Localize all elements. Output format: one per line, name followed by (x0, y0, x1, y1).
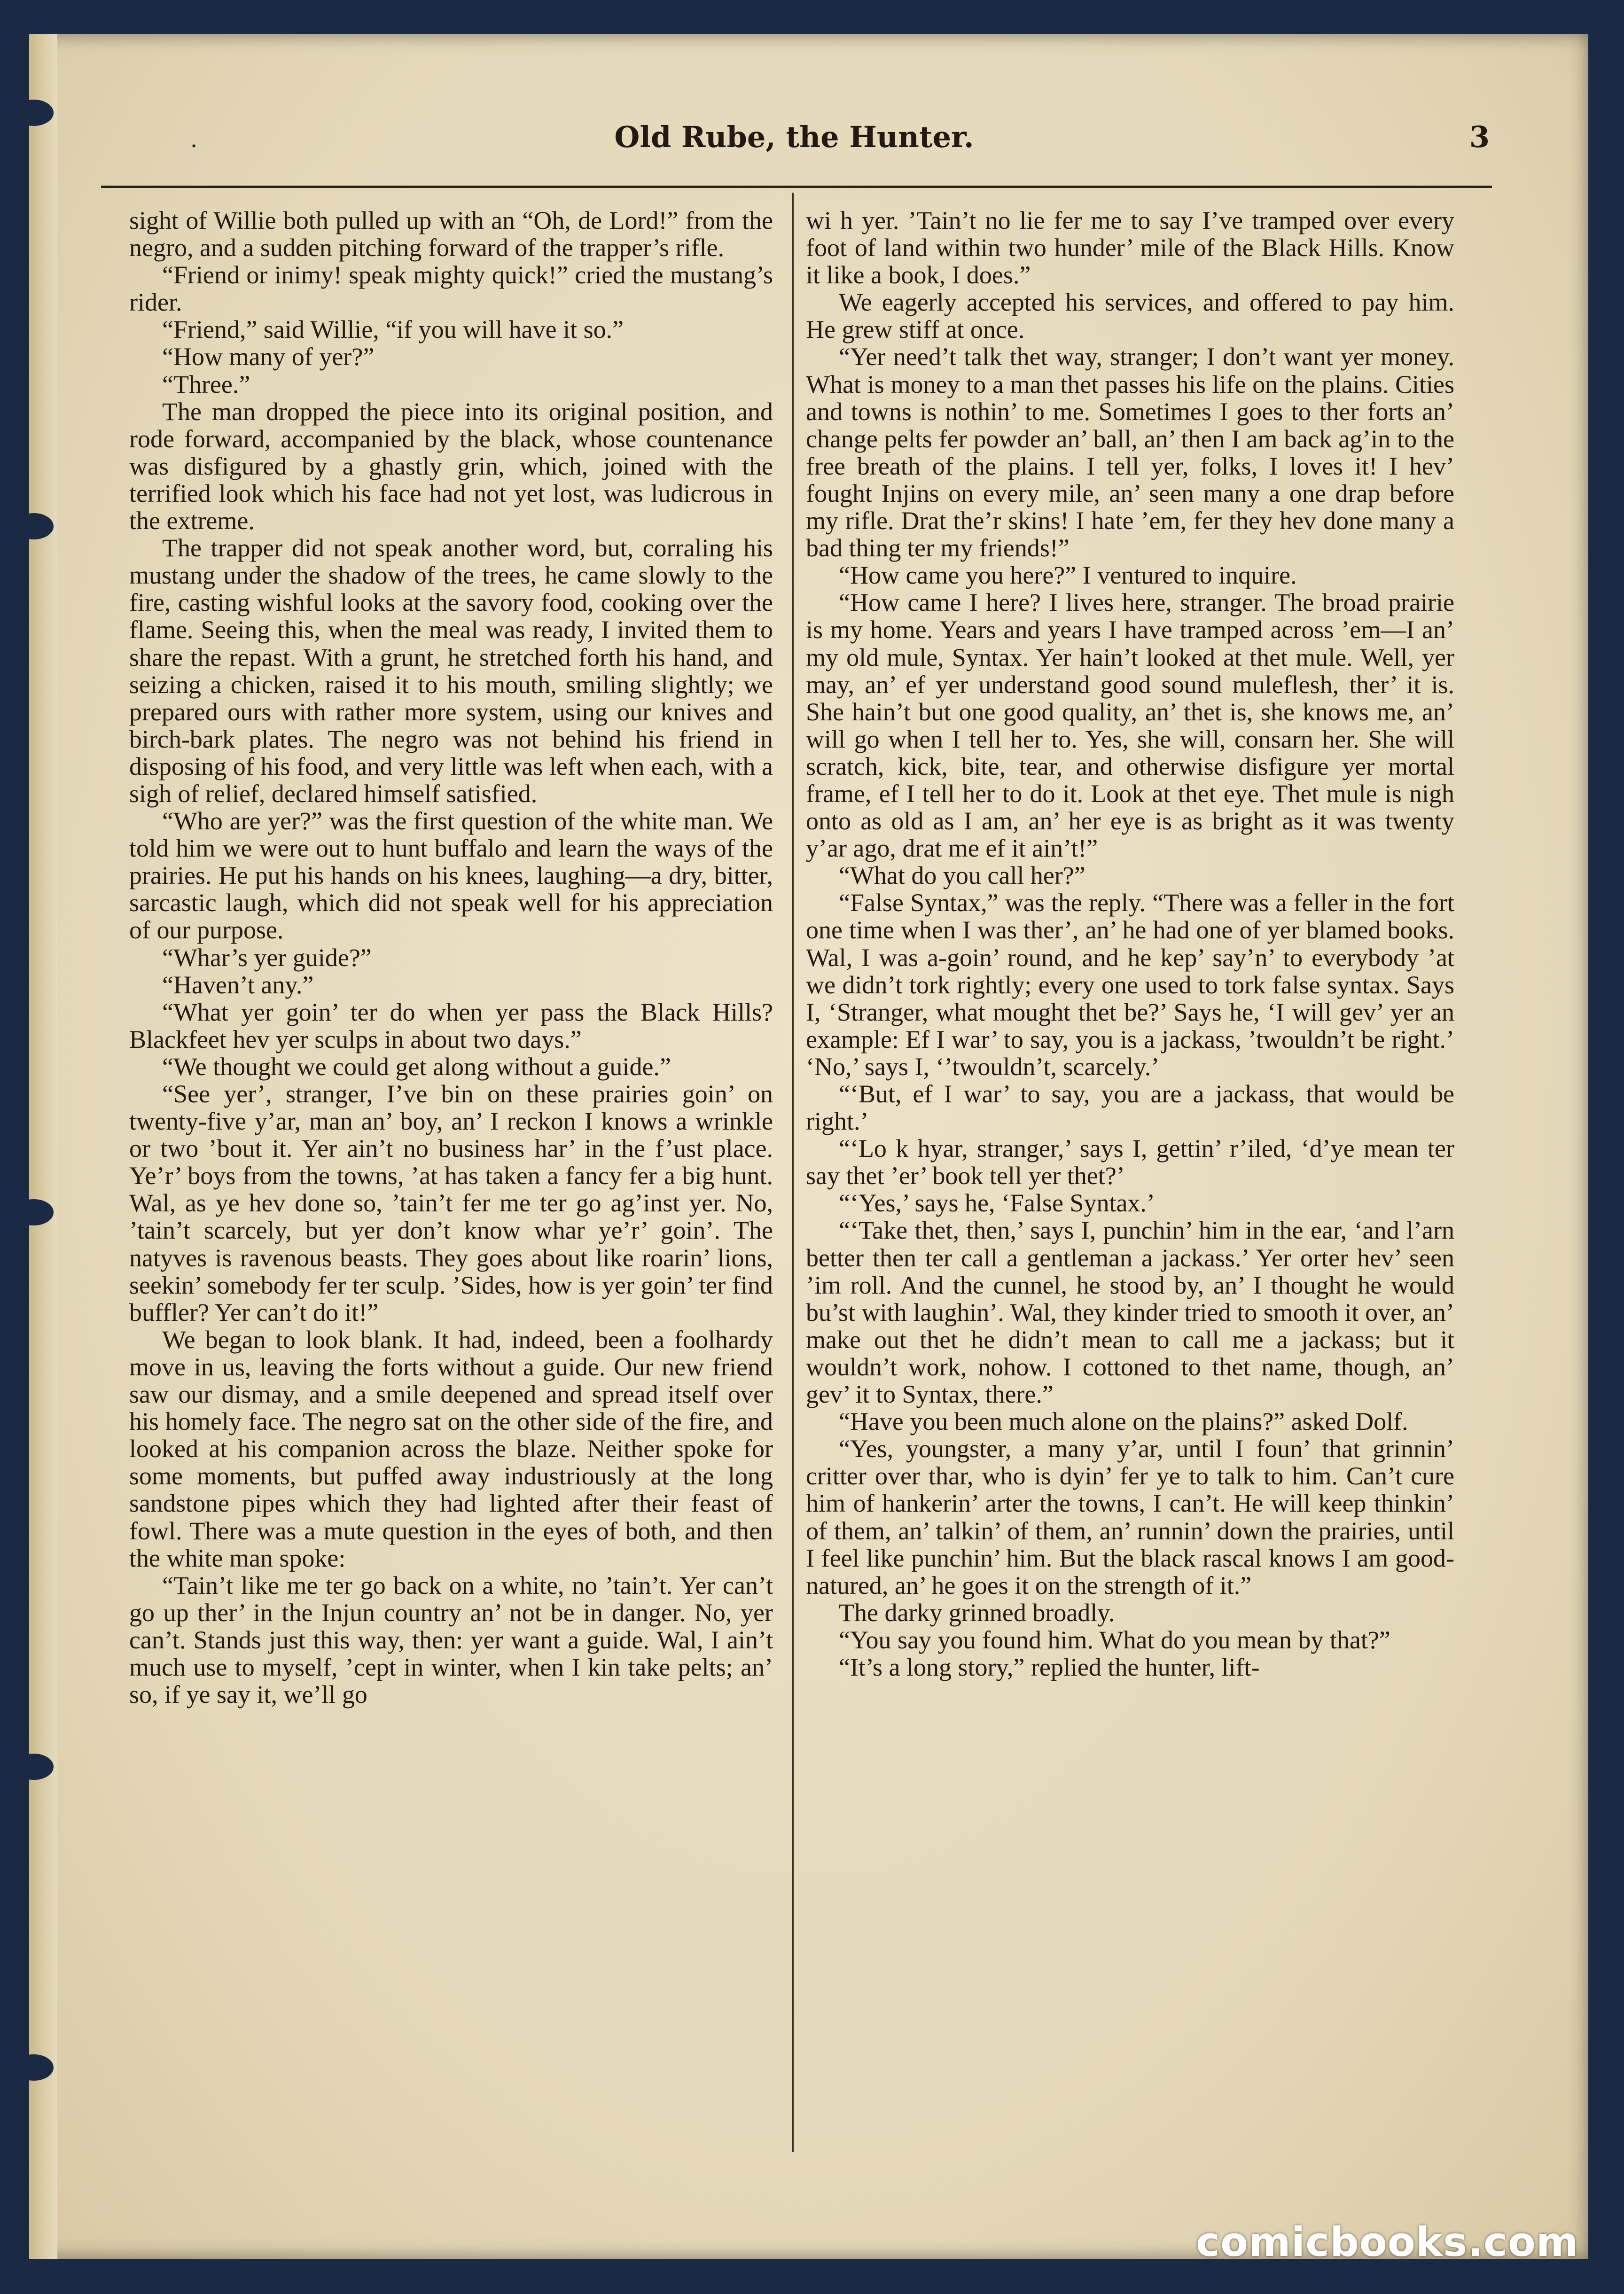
paragraph: “‘Take thet, then,’ says I, punchin’ him in the ear, ‘and l’arn better then ter call a gentleman a jackass.’ Yer orter hev’ seen ’im roll. And the cunnel, he stood by, an’ I thought he would bu’st with laughin’. Wal, they kinder tried to smooth it over, an’ make out thet he didn’t mean to call me a jackass; but it wouldn’t work, nohow. I cottoned to thet name, though, an’ gev’ it to Syntax, there.” (806, 1216, 1454, 1409)
stitch-hole (14, 1199, 54, 1225)
paragraph: “What do you call her?” (839, 861, 1085, 890)
paragraph: “Friend or inimy! speak mighty quick!” cried the mustang’s rider. (129, 261, 773, 317)
paragraph: “We thought we could get along without a guide.” (162, 1052, 671, 1081)
binding-spine (29, 34, 57, 2259)
watermark: comicbooks.com (1196, 2219, 1579, 2266)
paragraph: “Tain’t like me ter go back on a white, no ’tain’t. Yer can’t go up ther’ in the Injun country an’ not be in danger. No, yer can’t. Stands just this way, then: yer want a guide. Wal, I ain’t much use to myself, ’cept in winter, when I kin take pelts; an’ so, if ye say it, we’ll go (129, 1571, 773, 1709)
page-number: 3 (1469, 120, 1490, 154)
paragraph: “Have you been much alone on the plains?” asked Dolf. (839, 1407, 1408, 1436)
paragraph: “‘Lo k hyar, stranger,’ says I, gettin’ r’iled, ‘d’ye mean ter say thet ’er’ book tell yer thet?’ (806, 1134, 1454, 1190)
paragraph: We eagerly accepted his services, and offered to pay him. He grew stiff at once. (806, 288, 1454, 344)
header-rule (101, 186, 1492, 188)
paragraph: “How came you here?” I ventured to inquire. (839, 561, 1297, 590)
paragraph: “Three.” (162, 370, 250, 398)
paragraph: The trapper did not speak another word, but, corraling his mustang under the shadow of the trees, he came slowly to the fire, casting wishful looks at the savory food, cooking over the flame. Seeing this, when the meal was ready, I invited them to share the repast. With a grunt, he stretched forth his hand, and seizing a chicken, raised it to his mouth, smiling slightly; we prepared ours with rather more system, using our knives and birch-bark plates. The negro was not behind his friend in disposing of his food, and very little was left when each, with a sigh of relief, declared himself satisfied. (129, 534, 773, 808)
stitch-hole (14, 100, 54, 126)
paragraph: “Who are yer?” was the first question of the white man. We told him we were out to hunt buffalo and learn the ways of the prairies. He put his hands on his knees, laughing—a dry, bitter, sarcastic laugh, which did not speak well for his appreciation of our purpose. (129, 807, 773, 944)
paragraph: “Friend,” said Willie, “if you will have it so.” (162, 315, 624, 344)
paragraph: “You say you found him. What do you mean by that?” (839, 1625, 1390, 1654)
stitch-hole (14, 2054, 54, 2081)
paragraph: “Yer need’t talk thet way, stranger; I don’t want yer money. What is money to a man thet passes his life on the plains. Cities and towns is nothin’ to me. Sometimes I goes to ther forts an’ change pelts fer powder an’ ball, an’ then I am back ag’in to the free breath of the plains. I tell yer, folks, I loves it! I hev’ fought Injins on every mile, an’ seen many a one drap before my rifle. Drat the’r skins! I hate ’em, fer they hev done many a bad thing ter my friends!” (806, 343, 1454, 562)
paragraph: wi h yer. ’Tain’t no lie fer me to say I’ve tramped over every foot of land within two hunder’ mile of the Black Hills. Know it like a book, I does.” (806, 206, 1454, 289)
paragraph: “It’s a long story,” replied the hunter, lift- (839, 1653, 1260, 1681)
paragraph: “‘But, ef I war’ to say, you are a jackass, that would be right.’ (806, 1080, 1454, 1136)
paragraph: sight of Willie both pulled up with an “Oh, de Lord!” from the negro, and a sudden pitching forward of the trapper’s rifle. (129, 206, 773, 262)
paragraph: The man dropped the piece into its original position, and rode forward, accompanied by the black, whose countenance was disfigured by a ghastly grin, which, joined with the terrified look which his face had not yet lost, was ludicrous in the extreme. (129, 397, 773, 535)
paragraph: “Whar’s yer guide?” (162, 943, 372, 972)
running-head: Old Rube, the Hunter. (614, 120, 974, 154)
stitch-hole (14, 513, 54, 539)
left-column (129, 207, 773, 1708)
paragraph: “‘Yes,’ says he, ‘False Syntax.’ (839, 1189, 1155, 1217)
paragraph: “False Syntax,” was the reply. “There was a feller in the fort one time when I was ther’, an’ he had one of yer blamed books. Wal, I was a-goin’ round, and he kep’ say’n’ to everybody ’at we didn’t tork rightly; every one used to tork false syntax. Says I, ‘Stranger, what mought thet be?’ Says he, ‘I will gev’ yer an example: Ef I war’ to say, you is a jackass, ’twouldn’t be right.’ ‘No,’ says I, ‘’twouldn’t, scarcely.’ (806, 889, 1454, 1081)
paragraph: The darky grinned broadly. (839, 1598, 1115, 1627)
stitch-hole (14, 1754, 54, 1780)
paragraph: We began to look blank. It had, indeed, been a foolhardy move in us, leaving the forts without a guide. Our new friend saw our dismay, and a smile deepened and spread itself over his homely face. The negro sat on the other side of the fire, and looked at his companion across the blaze. Neither spoke for some moments, but puffed away industriously at the long sandstone pipes which they had lighted after their feast of fowl. There was a mute question in the eyes of both, and then the white man spoke: (129, 1325, 773, 1572)
paragraph: “Yes, youngster, a many y’ar, until I foun’ that grinnin’ critter over thar, who is dyin’ fer ye to talk to him. Can’t cure him of hankerin’ arter the towns, I can’t. He will keep thinkin’ of them, an’ talkin’ of them, an’ runnin’ down the prairies, until I feel like punchin’ him. But the black rascal knows I am good-natured, an’ he goes it on the strength of it.” (806, 1435, 1454, 1600)
column-divider (792, 193, 794, 2152)
header-dot: · (190, 133, 198, 159)
paragraph: “What yer goin’ ter do when yer pass the Black Hills? Blackfeet hev yer sculps in about two days.” (129, 998, 773, 1053)
paragraph: “How many of yer?” (162, 343, 375, 371)
paragraph: “See yer’, stranger, I’ve bin on these prairies goin’ on twenty-five y’ar, man an’ boy, an’ I reckon I knows a wrinkle or two ’bout it. Yer ain’t no business har’ in the f’ust place. Ye’r’ boys from the towns, ’at has taken a fancy fer a big hunt. Wal, as ye hev done so, ’tain’t fer me ter go ag’inst yer. No, ’tain’t scarcely, but yer don’t know whar ye’r’ goin’. The natyves is ravenous beasts. They goes about like roarin’ lions, seekin’ somebody fer ter sculp. ’Sides, how is yer goin’ ter find buffler? Yer can’t do it!” (129, 1080, 773, 1326)
paragraph: “Haven’t any.” (162, 970, 314, 999)
paragraph: “How came I here? I lives here, stranger. The broad prairie is my home. Years and years I have tramped across ’em—I an’ my old mule, Syntax. Yer hain’t looked at thet mule. Well, yer may, an’ ef yer understand good sound muleflesh, ther’ it is. She hain’t but one good quality, an’ thet is, she knows me, an’ will go when I tell her to. Yes, she will, consarn her. She will scratch, kick, bite, tear, and otherwise disfigure yer mortal frame, ef I tell her to do it. Look at thet eye. Thet mule is nigh onto as old as I am, an’ her eye is as bright as it was twenty y’ar ago, drat me ef it ain’t!” (806, 588, 1454, 863)
page-header (99, 120, 1490, 176)
right-column (806, 207, 1454, 1681)
